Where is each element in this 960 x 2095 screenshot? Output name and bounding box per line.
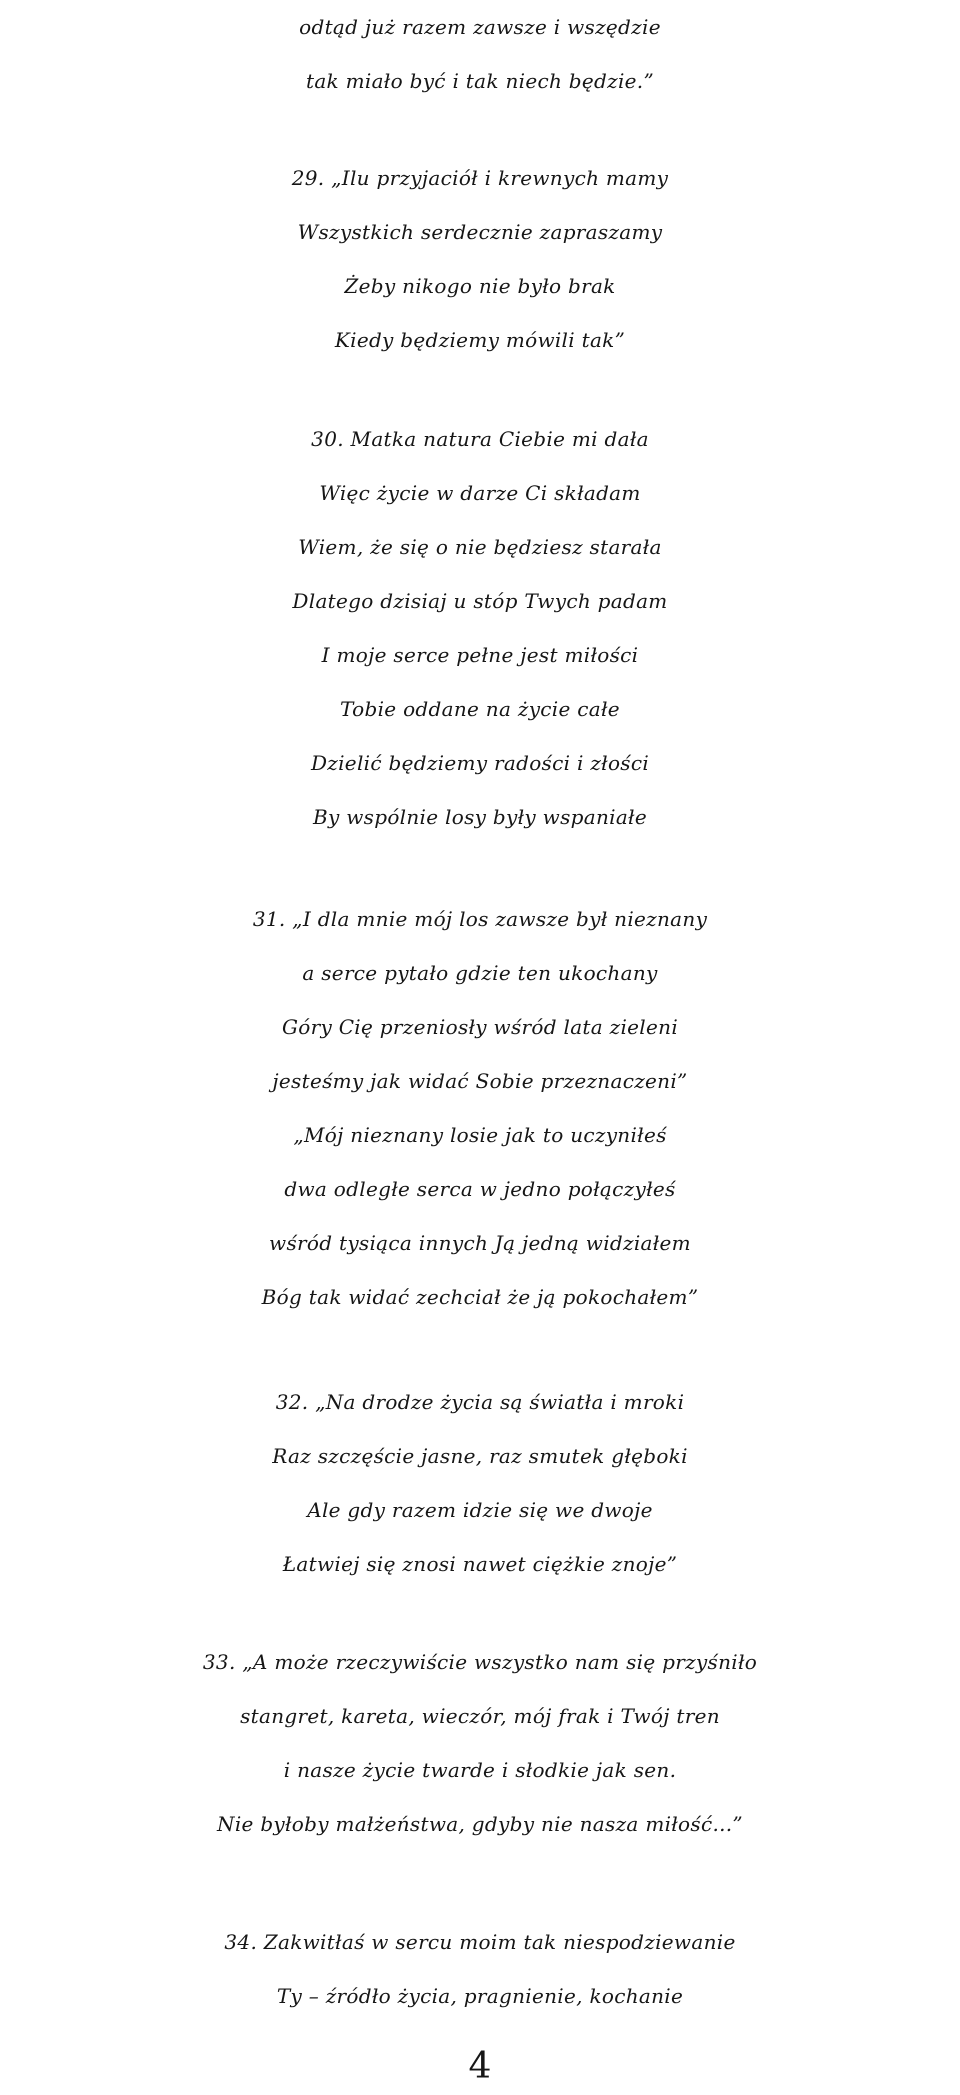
- verse-line: Wszystkich serdecznie zapraszamy: [297, 220, 663, 244]
- verse-line: a serce pytało gdzie ten ukochany: [302, 961, 658, 985]
- verse-line: i nasze życie twarde i słodkie jak sen.: [283, 1758, 677, 1782]
- verse-line: 31. „I dla mnie mój los zawsze był nieznany: [252, 907, 708, 931]
- verse-line: 33. „A może rzeczywiście wszystko nam się przyśniło: [202, 1650, 758, 1674]
- verse-line: Żeby nikogo nie było brak: [344, 274, 616, 298]
- verse-33: [0, 1635, 960, 1851]
- verse-line: Tobie oddane na życie całe: [340, 697, 620, 721]
- verse-line: wśród tysiąca innych Ją jedną widziałem: [269, 1231, 691, 1255]
- page-number: 4: [468, 2046, 492, 2087]
- verse-line: Dlatego dzisiaj u stóp Twych padam: [292, 589, 668, 613]
- verse-30: [0, 412, 960, 844]
- verse-line: I moje serce pełne jest miłości: [321, 643, 639, 667]
- verse-line: Ale gdy razem idzie się we dwoje: [307, 1498, 653, 1522]
- verse-32: [0, 1375, 960, 1591]
- verse-line: 30. Matka natura Ciebie mi dała: [311, 427, 649, 451]
- verse-line: Nie byłoby małżeństwa, gdyby nie nasza miłość...”: [217, 1812, 743, 1836]
- verse-line: odtąd już razem zawsze i wszędzie: [299, 15, 661, 39]
- verse-line: Łatwiej się znosi nawet ciężkie znoje”: [282, 1552, 678, 1576]
- verse-line: Więc życie w darze Ci składam: [319, 481, 641, 505]
- verse-31: [0, 892, 960, 1324]
- verse-line: dwa odległe serca w jedno połączyłeś: [284, 1177, 676, 1201]
- verse-line: Raz szczęście jasne, raz smutek głęboki: [272, 1444, 688, 1468]
- verse-line: jesteśmy jak widać Sobie przeznaczeni”: [272, 1069, 688, 1093]
- verse-line: „Mój nieznany losie jak to uczyniłeś: [293, 1123, 667, 1147]
- verse-34: [0, 1915, 960, 2023]
- verse-line: Ty – źródło życia, pragnienie, kochanie: [276, 1984, 684, 2008]
- verse-continuation: [0, 0, 960, 108]
- verse-29: [0, 151, 960, 367]
- verse-line: Dzielić będziemy radości i złości: [310, 751, 650, 775]
- verse-line: Bóg tak widać zechciał że ją pokochałem”: [261, 1285, 699, 1309]
- verse-line: Góry Cię przeniosły wśród lata zieleni: [281, 1015, 679, 1039]
- verse-line: Kiedy będziemy mówili tak”: [334, 328, 626, 352]
- verse-line: 32. „Na drodze życia są światła i mroki: [275, 1390, 685, 1414]
- verse-line: 29. „Ilu przyjaciół i krewnych mamy: [291, 166, 669, 190]
- verse-line: tak miało być i tak niech będzie.”: [305, 69, 654, 93]
- verse-line: By wspólnie losy były wspaniałe: [313, 805, 647, 829]
- verse-line: 34. Zakwitłaś w sercu moim tak niespodziewanie: [224, 1930, 736, 1954]
- verse-line: stangret, kareta, wieczór, mój frak i Twój tren: [240, 1704, 720, 1728]
- verse-line: Wiem, że się o nie będziesz starała: [298, 535, 662, 559]
